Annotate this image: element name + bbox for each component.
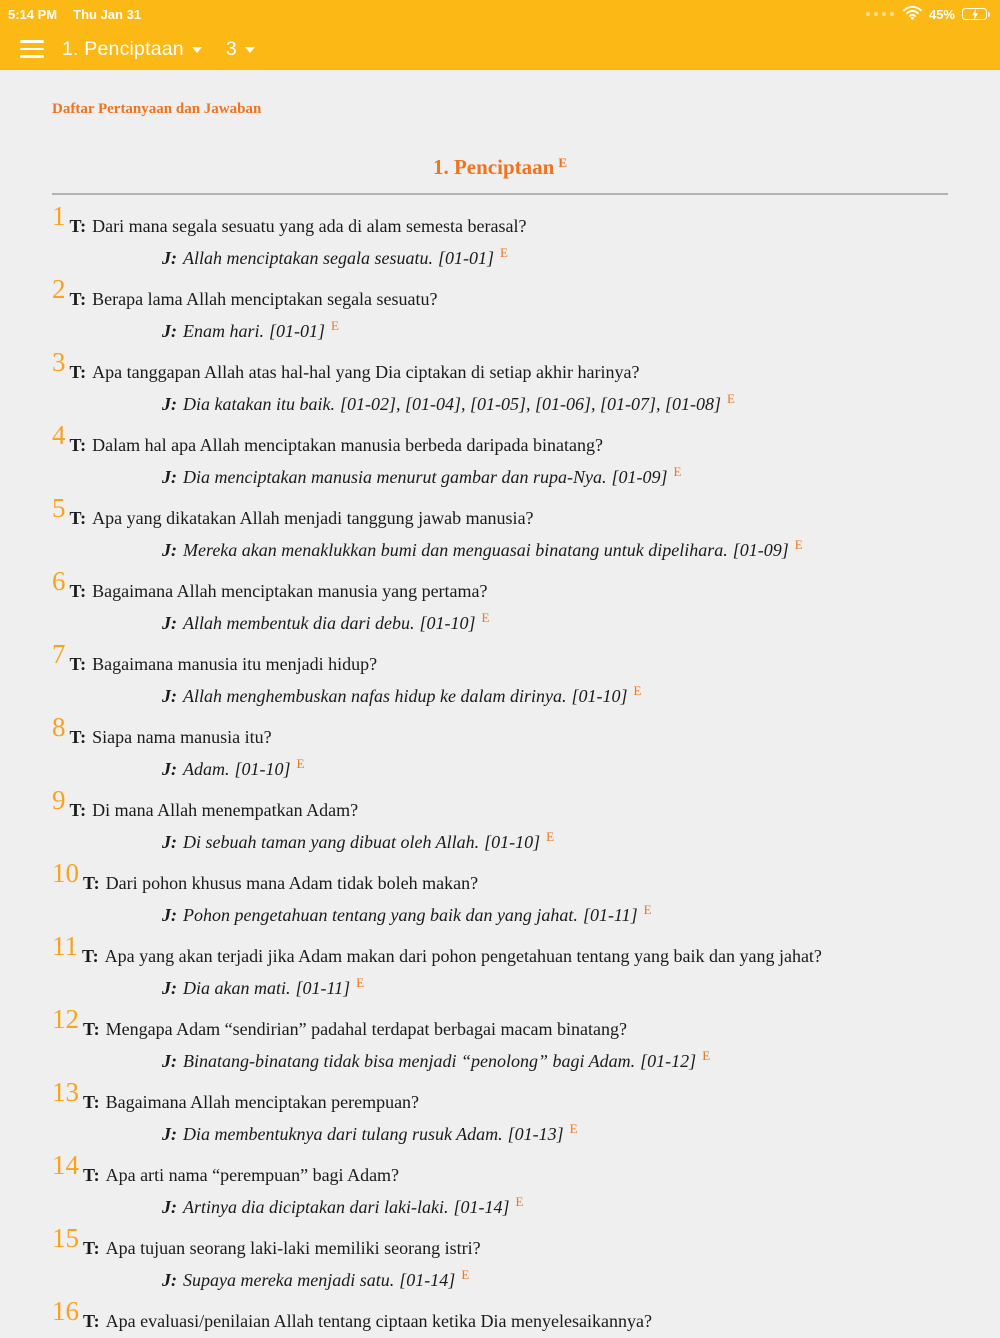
answer-label: J: bbox=[162, 686, 177, 706]
question-line bbox=[52, 931, 948, 973]
cellular-signal-icon bbox=[866, 12, 894, 16]
answer-text: Allah menghembuskan nafas hidup ke dalam dirinya. bbox=[183, 686, 567, 706]
question-line bbox=[52, 347, 948, 389]
answer-superscript: E bbox=[702, 1048, 711, 1063]
answer-text: Pohon pengetahuan tentang yang baik dan yang jahat. bbox=[183, 905, 578, 925]
wifi-icon bbox=[903, 6, 922, 23]
document-content bbox=[0, 101, 1000, 1338]
question-label: T: bbox=[83, 1311, 100, 1331]
question-line bbox=[52, 274, 948, 316]
question-text: Dari pohon khusus mana Adam tidak boleh makan? bbox=[105, 873, 479, 893]
answer-text: Dia katakan itu baik. bbox=[183, 394, 335, 414]
answer-text: Enam hari. bbox=[183, 321, 264, 341]
question-label: T: bbox=[69, 435, 87, 455]
answer-reference: [01-10] bbox=[419, 613, 476, 633]
qa-number: 9 bbox=[52, 785, 66, 815]
answer-reference: [01-10] bbox=[571, 686, 628, 706]
chapter-title-dropdown[interactable] bbox=[62, 38, 202, 61]
qa-number: 12 bbox=[52, 1004, 79, 1034]
answer-label: J: bbox=[162, 1270, 177, 1290]
question-text: Bagaimana Allah menciptakan perempuan? bbox=[105, 1092, 420, 1112]
answer-text: Adam. bbox=[183, 759, 230, 779]
question-line bbox=[52, 858, 948, 900]
question-line bbox=[52, 420, 948, 462]
qa-number: 11 bbox=[52, 931, 78, 961]
answer-label: J: bbox=[162, 978, 177, 998]
question-line bbox=[52, 493, 948, 535]
question-text: Apa tujuan seorang laki-laki memiliki seorang istri? bbox=[105, 1238, 481, 1258]
qa-number: 16 bbox=[52, 1296, 79, 1326]
question-line bbox=[52, 1077, 948, 1119]
qa-item bbox=[52, 420, 948, 493]
question-text: Apa yang akan terjadi jika Adam makan dari pohon pengetahuan tentang yang baik dan yang jahat? bbox=[104, 946, 822, 966]
answer-text: Supaya mereka menjadi satu. bbox=[183, 1270, 395, 1290]
qa-item bbox=[52, 1150, 948, 1223]
qa-item bbox=[52, 1077, 948, 1150]
answer-text: Artinya dia diciptakan dari laki-laki. bbox=[183, 1197, 449, 1217]
answer-text: Mereka akan menaklukkan bumi dan menguasai binatang untuk dipelihara. bbox=[183, 540, 728, 560]
answer-superscript: E bbox=[546, 829, 555, 844]
qa-item bbox=[52, 493, 948, 566]
answer-reference: [01-02], [01-04], [01-05], [01-06], [01-07], [01-08] bbox=[339, 394, 722, 414]
answer-reference: [01-11] bbox=[295, 978, 351, 998]
question-text: Apa yang dikatakan Allah menjadi tanggung jawab manusia? bbox=[92, 508, 534, 528]
answer-line bbox=[52, 535, 948, 566]
answer-line bbox=[52, 1192, 948, 1223]
status-date: Thu Jan 31 bbox=[73, 6, 142, 22]
answer-superscript: E bbox=[673, 464, 682, 479]
answer-label: J: bbox=[162, 1051, 177, 1071]
chevron-down-icon bbox=[245, 47, 255, 53]
question-text: Bagaimana Allah menciptakan manusia yang pertama? bbox=[92, 581, 488, 601]
status-bar bbox=[0, 0, 1000, 28]
answer-label: J: bbox=[162, 394, 177, 414]
answer-reference: [01-01] bbox=[437, 248, 494, 268]
battery-percent: 45% bbox=[928, 6, 955, 22]
answer-superscript: E bbox=[633, 683, 642, 698]
qa-number: 10 bbox=[52, 858, 79, 888]
answer-label: J: bbox=[162, 1197, 177, 1217]
question-label: T: bbox=[83, 1019, 100, 1039]
answer-label: J: bbox=[162, 613, 177, 633]
question-text: Apa arti nama “perempuan” bagi Adam? bbox=[105, 1165, 400, 1185]
qa-number: 8 bbox=[52, 712, 66, 742]
answer-line bbox=[52, 316, 948, 347]
status-right bbox=[866, 6, 990, 23]
answer-reference: [01-13] bbox=[507, 1124, 564, 1144]
answer-label: J: bbox=[162, 321, 177, 341]
qa-number: 6 bbox=[52, 566, 66, 596]
answer-label: J: bbox=[162, 832, 177, 852]
answer-text: Dia akan mati. bbox=[183, 978, 291, 998]
question-line bbox=[52, 785, 948, 827]
answer-line bbox=[52, 243, 948, 274]
answer-line bbox=[52, 681, 948, 712]
question-label: T: bbox=[82, 946, 99, 966]
qa-list bbox=[52, 201, 948, 1338]
answer-line bbox=[52, 973, 948, 1004]
question-line bbox=[52, 1223, 948, 1265]
answer-superscript: E bbox=[356, 975, 365, 990]
question-line bbox=[52, 1296, 948, 1338]
answer-superscript: E bbox=[643, 902, 652, 917]
charging-bolt-icon bbox=[963, 9, 986, 19]
answer-text: Di sebuah taman yang dibuat oleh Allah. bbox=[183, 832, 480, 852]
qa-number: 2 bbox=[52, 274, 66, 304]
answer-reference: [01-14] bbox=[399, 1270, 456, 1290]
answer-line bbox=[52, 1265, 948, 1296]
qa-item bbox=[52, 858, 948, 931]
answer-line bbox=[52, 462, 948, 493]
answer-line bbox=[52, 827, 948, 858]
qa-item bbox=[52, 712, 948, 785]
section-title-superscript: E bbox=[558, 155, 567, 170]
qa-number: 13 bbox=[52, 1077, 79, 1107]
question-text: Apa tanggapan Allah atas hal-hal yang Dia ciptakan di setiap akhir harinya? bbox=[92, 362, 640, 382]
question-label: T: bbox=[69, 581, 87, 601]
question-text: Dari mana segala sesuatu yang ada di alam semesta berasal? bbox=[92, 216, 527, 236]
answer-superscript: E bbox=[727, 391, 735, 406]
answer-line bbox=[52, 1046, 948, 1077]
nav-chapter-title: 1. Penciptaan bbox=[62, 37, 184, 60]
number-selector-dropdown[interactable] bbox=[226, 38, 255, 61]
question-label: T: bbox=[83, 873, 100, 893]
qa-item bbox=[52, 274, 948, 347]
divider bbox=[52, 193, 948, 195]
qa-item bbox=[52, 1004, 948, 1077]
answer-text: Allah membentuk dia dari debu. bbox=[183, 613, 415, 633]
answer-reference: [01-09] bbox=[611, 467, 668, 487]
answer-superscript: E bbox=[569, 1121, 578, 1136]
question-label: T: bbox=[69, 800, 87, 820]
qa-number: 1 bbox=[52, 201, 66, 231]
question-text: Dalam hal apa Allah menciptakan manusia berbeda daripada binatang? bbox=[92, 435, 603, 455]
question-line bbox=[52, 1004, 948, 1046]
answer-line bbox=[52, 1119, 948, 1150]
question-text: Mengapa Adam “sendirian” padahal terdapat berbagai macam binatang? bbox=[105, 1019, 627, 1039]
answer-label: J: bbox=[162, 248, 177, 268]
answer-superscript: E bbox=[331, 318, 339, 333]
qa-number: 3 bbox=[52, 347, 66, 377]
qa-number: 5 bbox=[52, 493, 66, 523]
answer-superscript: E bbox=[515, 1194, 524, 1209]
answer-reference: [01-10] bbox=[484, 832, 541, 852]
question-label: T: bbox=[69, 216, 87, 236]
section-title bbox=[52, 155, 948, 180]
qa-number: 15 bbox=[52, 1223, 79, 1253]
top-chrome bbox=[0, 0, 1000, 70]
answer-superscript: E bbox=[461, 1267, 470, 1282]
answer-text: Allah menciptakan segala sesuatu. bbox=[183, 248, 433, 268]
question-line bbox=[52, 1150, 948, 1192]
answer-reference: [01-10] bbox=[234, 759, 291, 779]
answer-label: J: bbox=[162, 905, 177, 925]
answer-label: J: bbox=[162, 467, 177, 487]
answer-reference: [01-09] bbox=[732, 540, 789, 560]
qa-number: 7 bbox=[52, 639, 66, 669]
status-time: 5:14 PM bbox=[8, 6, 58, 22]
question-label: T: bbox=[69, 289, 87, 309]
qa-number: 4 bbox=[52, 420, 66, 450]
question-label: T: bbox=[83, 1238, 100, 1258]
answer-line bbox=[52, 900, 948, 931]
question-label: T: bbox=[69, 362, 87, 382]
question-text: Siapa nama manusia itu? bbox=[92, 727, 272, 747]
question-line bbox=[52, 712, 948, 754]
question-text: Di mana Allah menempatkan Adam? bbox=[92, 800, 359, 820]
answer-superscript: E bbox=[499, 245, 508, 260]
document-header-label: Daftar Pertanyaan dan Jawaban bbox=[52, 101, 262, 117]
answer-reference: [01-11] bbox=[582, 905, 638, 925]
qa-number: 14 bbox=[52, 1150, 79, 1180]
question-line bbox=[52, 201, 948, 243]
answer-label: J: bbox=[162, 1124, 177, 1144]
question-text: Apa evaluasi/penilaian Allah tentang ciptaan ketika Dia menyelesaikannya? bbox=[105, 1311, 652, 1331]
question-text: Bagaimana manusia itu menjadi hidup? bbox=[92, 654, 378, 674]
question-label: T: bbox=[83, 1165, 100, 1185]
qa-item bbox=[52, 201, 948, 274]
qa-item bbox=[52, 347, 948, 420]
qa-item bbox=[52, 1296, 948, 1338]
question-label: T: bbox=[83, 1092, 100, 1112]
question-label: T: bbox=[69, 654, 87, 674]
question-line bbox=[52, 639, 948, 681]
qa-item bbox=[52, 931, 948, 1004]
answer-text: Binatang-binatang tidak bisa menjadi “penolong” bagi Adam. bbox=[183, 1051, 636, 1071]
question-label: T: bbox=[69, 727, 87, 747]
answer-superscript: E bbox=[794, 537, 803, 552]
answer-text: Dia membentuknya dari tulang rusuk Adam. bbox=[183, 1124, 503, 1144]
answer-line bbox=[52, 608, 948, 639]
status-left bbox=[8, 7, 141, 22]
qa-item bbox=[52, 639, 948, 712]
question-text: Berapa lama Allah menciptakan segala sesuatu? bbox=[92, 289, 438, 309]
section-title-text: 1. Penciptaan bbox=[432, 155, 555, 179]
nav-bar bbox=[0, 28, 1000, 70]
answer-superscript: E bbox=[296, 756, 305, 771]
question-line bbox=[52, 566, 948, 608]
answer-reference: [01-14] bbox=[453, 1197, 510, 1217]
battery-icon bbox=[962, 8, 990, 20]
answer-line bbox=[52, 389, 948, 420]
answer-reference: [01-01] bbox=[269, 321, 326, 341]
qa-item bbox=[52, 785, 948, 858]
answer-line bbox=[52, 754, 948, 785]
answer-label: J: bbox=[162, 540, 177, 560]
chevron-down-icon bbox=[192, 47, 202, 53]
qa-item bbox=[52, 1223, 948, 1296]
nav-selector-value: 3 bbox=[225, 37, 237, 60]
qa-item bbox=[52, 566, 948, 639]
answer-reference: [01-12] bbox=[640, 1051, 697, 1071]
answer-label: J: bbox=[162, 759, 177, 779]
answer-superscript: E bbox=[481, 610, 490, 625]
menu-icon[interactable] bbox=[20, 35, 44, 63]
answer-text: Dia menciptakan manusia menurut gambar dan rupa-Nya. bbox=[183, 467, 607, 487]
question-label: T: bbox=[69, 508, 87, 528]
